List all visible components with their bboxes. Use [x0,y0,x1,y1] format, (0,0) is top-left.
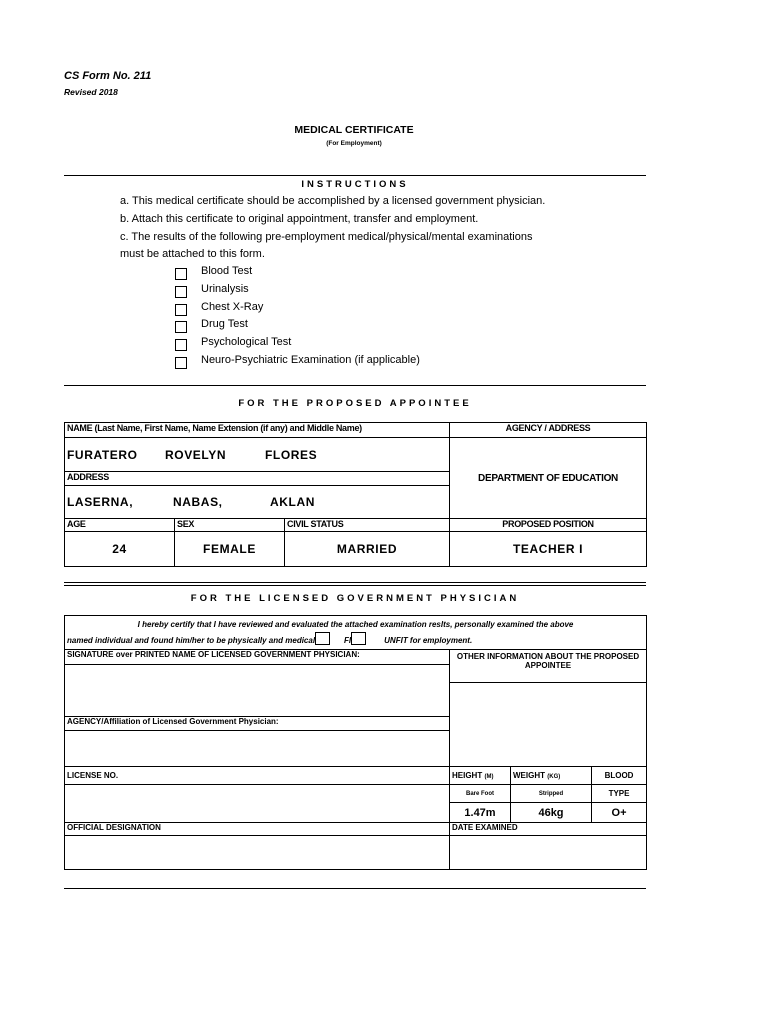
checklist-label: Neuro-Psychiatric Examination (if applicable) [201,354,420,366]
age-value[interactable]: 24 [65,532,175,567]
blood-type-value[interactable]: O+ [592,803,647,823]
agency-label: AGENCY / ADDRESS [450,423,647,438]
position-label: PROPOSED POSITION [450,519,647,532]
designation-field[interactable] [65,836,450,870]
civil-status-label: CIVIL STATUS [285,519,450,532]
age-label: AGE [65,519,175,532]
divider [64,582,646,583]
sex-value[interactable]: FEMALE [175,532,285,567]
unfit-checkbox[interactable] [351,632,366,645]
certification-text: named individual and found him/her to be physically and medical [67,636,316,645]
appointee-heading: FOR THE PROPOSED APPOINTEE [238,398,472,409]
physician-table [64,615,647,870]
physician-agency-label: AGENCY/Affiliation of Licensed Government Physician: [65,717,450,731]
certification-line: I hereby certify that I have reviewed and evaluated the attached examination reslts, personally examined the above [137,620,574,629]
address-barangay: LASERNA, [67,495,134,509]
date-examined-label: DATE EXAMINED [450,823,647,836]
blood-type-label-2: TYPE [592,785,647,803]
document-subtitle: (For Employment) [326,140,382,147]
agency-value[interactable]: DEPARTMENT OF EDUCATION [450,438,647,519]
checklist-label: Urinalysis [201,283,249,295]
other-info-field[interactable] [450,683,647,767]
instruction-c: c. The results of the following pre-employment medical/physical/mental examinations [120,231,533,243]
checklist-label: Blood Test [201,265,253,277]
weight-label: WEIGHT (KG) [511,767,592,785]
license-field[interactable] [65,785,450,823]
instruction-c-cont: must be attached to this form. [120,248,265,260]
name-label: NAME (Last Name, First Name, Name Extension (if any) and Middle Name) [65,423,450,438]
divider [64,385,646,386]
name-field[interactable] [65,438,450,472]
physician-heading: FOR THE LICENSED GOVERNMENT PHYSICIAN [190,593,520,604]
document-title: MEDICAL CERTIFICATE [294,124,414,136]
neuro-psychiatric-checkbox[interactable] [175,357,187,369]
form-number: CS Form No. 211 [64,70,152,82]
instruction-a: a. This medical certificate should be accomplished by a licensed government physician. [120,195,546,207]
stripped-note: Stripped [511,785,592,803]
position-value[interactable]: TEACHER I [450,532,647,567]
chest-xray-checkbox[interactable] [175,304,187,316]
instruction-b: b. Attach this certificate to original appointment, transfer and employment. [120,213,479,225]
certification-statement [65,616,647,650]
unfit-label: UNFIT for employment. [384,636,473,645]
designation-label: OFFICIAL DESIGNATION [65,823,450,836]
other-info-label: OTHER INFORMATION ABOUT THE PROPOSED APPOINTEE [450,650,647,683]
blood-type-label: BLOOD [592,767,647,785]
height-label: HEIGHT (M) [450,767,511,785]
signature-field[interactable] [65,665,450,717]
signature-label: SIGNATURE over PRINTED NAME OF LICENSED GOVERNMENT PHYSICIAN: [65,650,450,665]
blood-test-checkbox[interactable] [175,268,187,280]
certification-line-2 [67,632,644,645]
first-name: ROVELYN [165,447,227,462]
instructions-heading: INSTRUCTIONS [301,179,409,190]
appointee-table [64,422,647,567]
address-town: NABAS, [173,495,223,509]
address-label: ADDRESS [65,472,450,486]
divider [64,888,646,889]
divider [64,175,646,176]
date-examined-field[interactable] [450,836,647,870]
sex-label: SEX [175,519,285,532]
height-value[interactable]: 1.47m [450,803,511,823]
last-name: FURATERO [67,447,138,462]
urinalysis-checkbox[interactable] [175,286,187,298]
weight-value[interactable]: 46kg [511,803,592,823]
civil-status-value[interactable]: MARRIED [285,532,450,567]
divider [64,585,646,586]
license-label: LICENSE NO. [65,767,450,785]
psychological-test-checkbox[interactable] [175,339,187,351]
checklist-label: Drug Test [201,318,248,330]
address-province: AKLAN [270,495,315,509]
checklist-label: Chest X-Ray [201,301,264,313]
address-field[interactable] [65,486,450,519]
fit-checkbox[interactable] [315,632,330,645]
bare-foot-note: Bare Foot [450,785,511,803]
middle-name: FLORES [265,447,318,462]
checklist-label: Psychological Test [201,336,292,348]
fit-label: FI [344,636,352,645]
physician-agency-field[interactable] [65,731,450,767]
drug-test-checkbox[interactable] [175,321,187,333]
revision-date: Revised 2018 [64,87,118,97]
